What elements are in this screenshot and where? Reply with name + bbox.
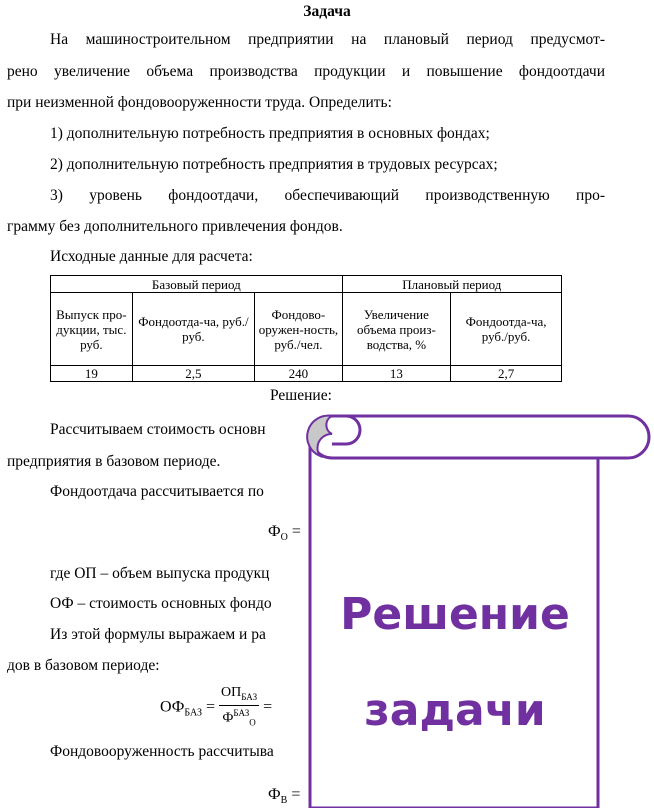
list-item: 1) дополнительную потребность предприятия в основных фондах;: [50, 125, 490, 142]
fraction-denominator: Ф: [222, 710, 234, 726]
formula-fv: [268, 785, 300, 811]
table-header-cell: Фондоотда-ча, руб./руб.: [132, 293, 255, 366]
table-cell: 19: [51, 366, 133, 382]
list-item: 2) дополнительную потребность предприятия в трудовых ресурсах;: [50, 156, 498, 173]
formula-symbol: Ф: [268, 786, 281, 803]
formula-equals: =: [291, 786, 301, 803]
table-header-cell: Фондово-оружен-ность, руб./чел.: [255, 293, 343, 366]
formula-subscript: БАЗ: [241, 691, 258, 702]
formula-symbol: Ф: [268, 523, 281, 540]
paragraph-line: предприятия в базовом периоде.: [7, 453, 221, 470]
paragraph-line: при неизменной фондовооруженности труда. Определить:: [7, 94, 392, 111]
paragraph-line: ОФ – стоимость основных фондо: [50, 595, 272, 612]
paragraph-line: рено увеличение объема производства продукции и повышение фондоотдачи: [7, 63, 605, 80]
formula-subscript: БАЗ: [184, 707, 202, 719]
paragraph-line: На машиностроительном предприятии на плановый период предусмот-: [50, 31, 605, 48]
list-item-continuation: грамму без дополнительного привлечения фондов.: [7, 218, 343, 235]
formula-fo: [268, 522, 301, 548]
formula-of-base: [160, 685, 272, 730]
source-data-label: Исходные данные для расчета:: [50, 248, 253, 265]
paragraph-line: Рассчитываем стоимость основн: [50, 421, 266, 438]
banner-text-line: Решение: [340, 589, 570, 640]
paragraph-line: дов в базовом периоде:: [7, 657, 160, 674]
formula-subscript: В: [280, 795, 288, 807]
formula-equals: =: [205, 698, 216, 716]
formula-subscript: О: [249, 717, 256, 728]
paragraph-line: Фондовооруженность рассчитыва: [50, 743, 274, 760]
list-item: 3) уровень фондоотдачи, обеспечивающий производственную про-: [50, 187, 605, 204]
table-cell: 2,7: [451, 366, 562, 382]
fraction-numerator: ОП: [221, 685, 242, 700]
table-cell: 13: [342, 366, 451, 382]
paragraph-line: где ОП – объем выпуска продукц: [50, 565, 270, 582]
solution-heading: Решение:: [270, 387, 332, 404]
table-header-cell: Выпуск про-дукции, тыс. руб.: [51, 293, 133, 366]
formula-subscript: О: [280, 532, 288, 544]
source-data-table: [50, 275, 562, 382]
formula-equals: =: [291, 523, 301, 540]
table-cell: 2,5: [132, 366, 255, 382]
paragraph-line: Фондоотдача рассчитывается по: [50, 483, 264, 500]
banner-text-line: задачи: [364, 685, 546, 736]
formula-symbol: ОФ: [160, 698, 185, 716]
paragraph-line: Из этой формулы выражаем и ра: [50, 626, 266, 643]
table-header-cell: Увеличение объема произ-водства, %: [342, 293, 451, 366]
formula-superscript: БАЗ: [233, 707, 250, 718]
table-group-header: Базовый период: [51, 276, 343, 293]
formula-fraction: [219, 685, 259, 730]
document-title: Задача: [303, 3, 351, 20]
formula-equals: =: [263, 698, 273, 716]
table-cell: 240: [255, 366, 343, 382]
table-header-cell: Фондоотда-ча, руб./руб.: [451, 293, 562, 366]
table-group-header: Плановый период: [342, 276, 561, 293]
